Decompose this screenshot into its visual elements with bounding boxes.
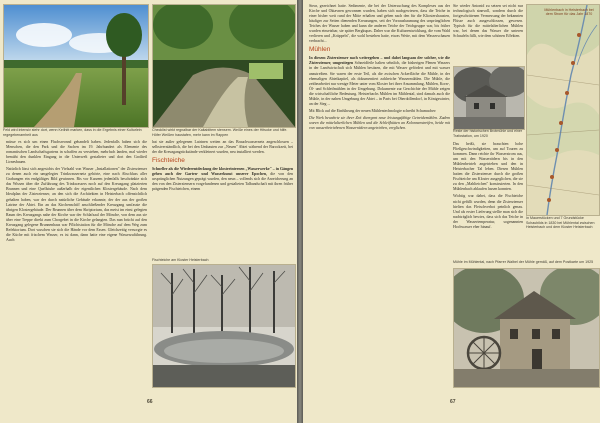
column-4 — [453, 142, 523, 258]
col3-lead: In diesem Zisterzienser nach weitergehen – und dabei langsam der solcher, wie die Zisterzienser, umgestiegen — [309, 56, 450, 66]
col3-paragraph-2: Schneidfeile halten sehnlich, die bisherigen Plenen Wassers in der Landwirtschaft sich Mühlen besitzen, die mit Wasser gefördert und mit wasser anzutreiben. Sie waren der erste Teil, als die zwischen Ackerfläche die Mühle, in der ehemaligen Abteikapitel, als dokumentiert zahlreiche Wassermühlen. Die Mühle, die zeitbearbeitet nur wenige Meter unter vom Kloster bei ihrer Ansammlung, Mühlen, Korn-, Öl- und Schleifmühlen in der Umgebung. Dokumente zur Geschichte der Mühle zeigen die wirtschaftliche Bedeutung. Heisterbachs Mühlen im Mühlental, sind damals auch die Mühle, in der nahen Umgebung der Abtei – in Paris bei Oberdollendorf, in Königswinter, an der Sieg ... — [309, 61, 450, 106]
map-muehlental — [526, 4, 600, 216]
caption-forest-path: Checklist wirkt regnalbar der Kaltablitem stensem. Weiße eines der Hitsoke und hilfe. Höfer Weißen haustafen, mehr kann im Rappen — [152, 128, 288, 137]
col2-paragraph-1: hat sie außer gelegenen Latrinen weiten an das Brauchwassernetz angeschlossen – selbstverständlich, die bei den Umbauten zur „Neuen" Abtei während der Barockzeit, bei der die Kreuzgangrückstände verkleinert wurden, neu installiert werden. — [152, 140, 293, 155]
photo-meadow — [3, 4, 149, 128]
left-page — [0, 0, 297, 423]
col4-paragraph-2: Das heißt, sie brauchten hohe Fließgeschwindigkeiten, um auf Touren zu kommen. Dann reichte ihr Wasserstrom aus, um mit den Wasserrädern bis in den Mühlenbetrieb angetrieben und den in Heisterbacher Tal leben. Diesen Mühlen hatten die Zisterzienser durch die großen Fischteiche am Kloster ausgeglichen, die sie zu den „Mahlteichen" konstruierten. In den Mühlenbach ablaufen lassen konnten. — [453, 142, 523, 192]
caption-fischteiche: Fischteiche am Kloster Heisterbach — [152, 258, 209, 262]
col1-paragraph-1: müsse es sich um einen Flachsrecnnd gehandelt haben. Jedenfalls haben sich die Menschen, die den Park und die Sachen im 19. Jahrhundert als Elemente des romantischen Landschaftsgartens in schaffen zu verstehen, mehrfach landen, mal wieder bemüht den dunklen Eingang in die Unterwelt gestalteter und dort den Großteil Lirnesbauen. — [6, 140, 147, 165]
col4-paragraph-3: Wichtig war dabei, dass die Fischteiche nicht gefüllt wurden, denn die Zisterzienser hielten das Fleischverbot peinlich genau. Und als erster Lieferung stellte man sich die nachträglich bewies, dass sich das Teiche in der Wassertemperatur, sogenannten Hochwasser eher hinauf. — [453, 194, 523, 229]
col2-paragraph-2: die von den ursprünglichen Nutzungen geprägt wurden, den neun – vollends sich die Anreicherung an den von den Zisterziensern vorgefundenen und gestalteten Talbandschaft mit ihren früher prägenden Fischteichen, einem — [152, 172, 293, 192]
map-title: Mühlenbach in Heisterbach bei dem Strom für das Jahr 1870 — [544, 8, 594, 17]
caption-mill-photo: Mühle im Mühlental, nach Pfarrer Walbel der Mühle gemäß, auf dem Postkarte um 1925 — [453, 260, 594, 264]
right-page — [303, 0, 600, 423]
column-1 — [6, 140, 147, 245]
col2-lead: Schneller als die Wiederentdeckung der klosterinternen „Wasserwerke" – in Gängen gehen auch der Garten- und Wasserkunst unserer Epochen, — [152, 167, 293, 177]
caption-meadow: Feld wird intensiv stehr dort, wenn Keilhitt marken, dass in die Ergebnis einer Kulturlein regegebenamheit aus — [3, 128, 142, 137]
page-number-left: 66 — [147, 399, 153, 405]
photo-mill-house — [453, 268, 600, 388]
col3-quote: Die Werk bewahrte sie ihrer Zeit divergent neue leistungsfähige Getreidemühlen. Zudem waren die mittelalterlichen Mühlen und die Schleifhütten an Kolonnenstreifen, beide mit von wasserbetriebenen Wasserrädern angetrieben, verglichen. — [309, 115, 450, 130]
heading-fischteiche: Fischteiche — [152, 157, 185, 165]
caption-map: In Mauerstücken und 7 Grundstücke Schaubilds in 1830 bei Mühlental zwischen Heisterbach und dem Kloster Heisterbach — [526, 216, 595, 230]
heading-muehlen: Mühlen — [309, 46, 331, 54]
caption-mill-ruin: Reste der historischen Brotmühle und einer Trafostation, um 1920 — [453, 129, 523, 138]
col3-paragraph-3: Mit Blick auf die Einführung der neuen Mühlentechnologie schreibt Schumacher: — [309, 108, 437, 113]
column-2 — [152, 140, 293, 258]
photo-fish-pond — [152, 264, 296, 388]
photo-mill-ruin — [453, 66, 525, 130]
column-4-top — [453, 4, 523, 64]
col1-paragraph-2: Natürlich lässt sich angesichts der Vielzahl von Wasser „Installationen" der Zisterzienser zu denen auch ein umgelegtes Trinkwassernetz gehörte, eine nach Abschluss aller Grabungen ein endgültiges Bild gewinnen. Bis vor Kurzem jedenfalls beschränkte sich das Wissen über die Zuführung des Trinkwassers noch auf den Kreuzgang platzierten Brunnen und eine Quellstube außerhalb der eigentlichen Klostergebäude. Nach dem Idealplan der Zisterzienser, an den sich die Architekten in Heisterbach offensichtlich gehalten haben, war der durch natürliche Gebäude erkannte, der der aus der großen Latrine der Abtei. Ein an das Kirchenschiff anschließender Kreuzgang umfasste die übrigen Klostergebäude. Der Brunnen über dem Skriptorium, das meist im einst gelegten Raum des Kreuzgangs nahe der Kirche war der Schlafsaal der Mönche, von dem aus sie über eine Treppe direkt zum Chorgebet in die Kirche gelangten. Das nun brücht auf den Kreuzgang gelegene Brunnenhaus war Pflichtstation für die Mönche auf dem Weg zum Refektorium. Dort wuschen sie sich die Hände vor dem Essen. Gleichzeitig versorgte es die Küche mit frischem Wasser, es ist dann, dann hatte eine eigene Wasserzuführung. Auch — [6, 167, 147, 242]
col4-paragraph-1: Sie wieder Antonid zu setzen sei nicht nur technologisch sinnvoll, sondern durch die fortgeschrittenen Vermessung der bekannten Flüsse auch ausgeschlossen, gewesen. Typisch für die mittelalterlichen Mühlen war, bei denen das Wasser die unteren Schaufeln füllt, wie dem schönen Effekten. — [453, 4, 523, 39]
photo-forest-path — [152, 4, 296, 128]
page-number-right: 67 — [450, 399, 456, 405]
col3-paragraph-1: Stear, gezeichnet hatte. Sedimente, die bei der Untersuchung des Komplexes aus der Kirche und Oktavnen gewonnen wurden, haben sich nachgewiesen, dass die Teiche in einer bisher weit rund der Mitte erhalten und geben nach den für die Kliostershausten, häufiger zur Seiten dienenden Kreuzungen, seit der Vorrausbaumung des ursprünglichen Teiches der Wasser haben und kann die anderen Teiche der Teichgruppe war, bis früher wurden einsetzbar, sie später Bergkupas. Daher war die Kulturentwicklung, die vom Wald verlieren und „Krüppeln", die wohl bestehen hatte, etwas Weite, mit dem Wasserschauen verbracht... — [309, 4, 450, 44]
column-3 — [309, 4, 450, 386]
